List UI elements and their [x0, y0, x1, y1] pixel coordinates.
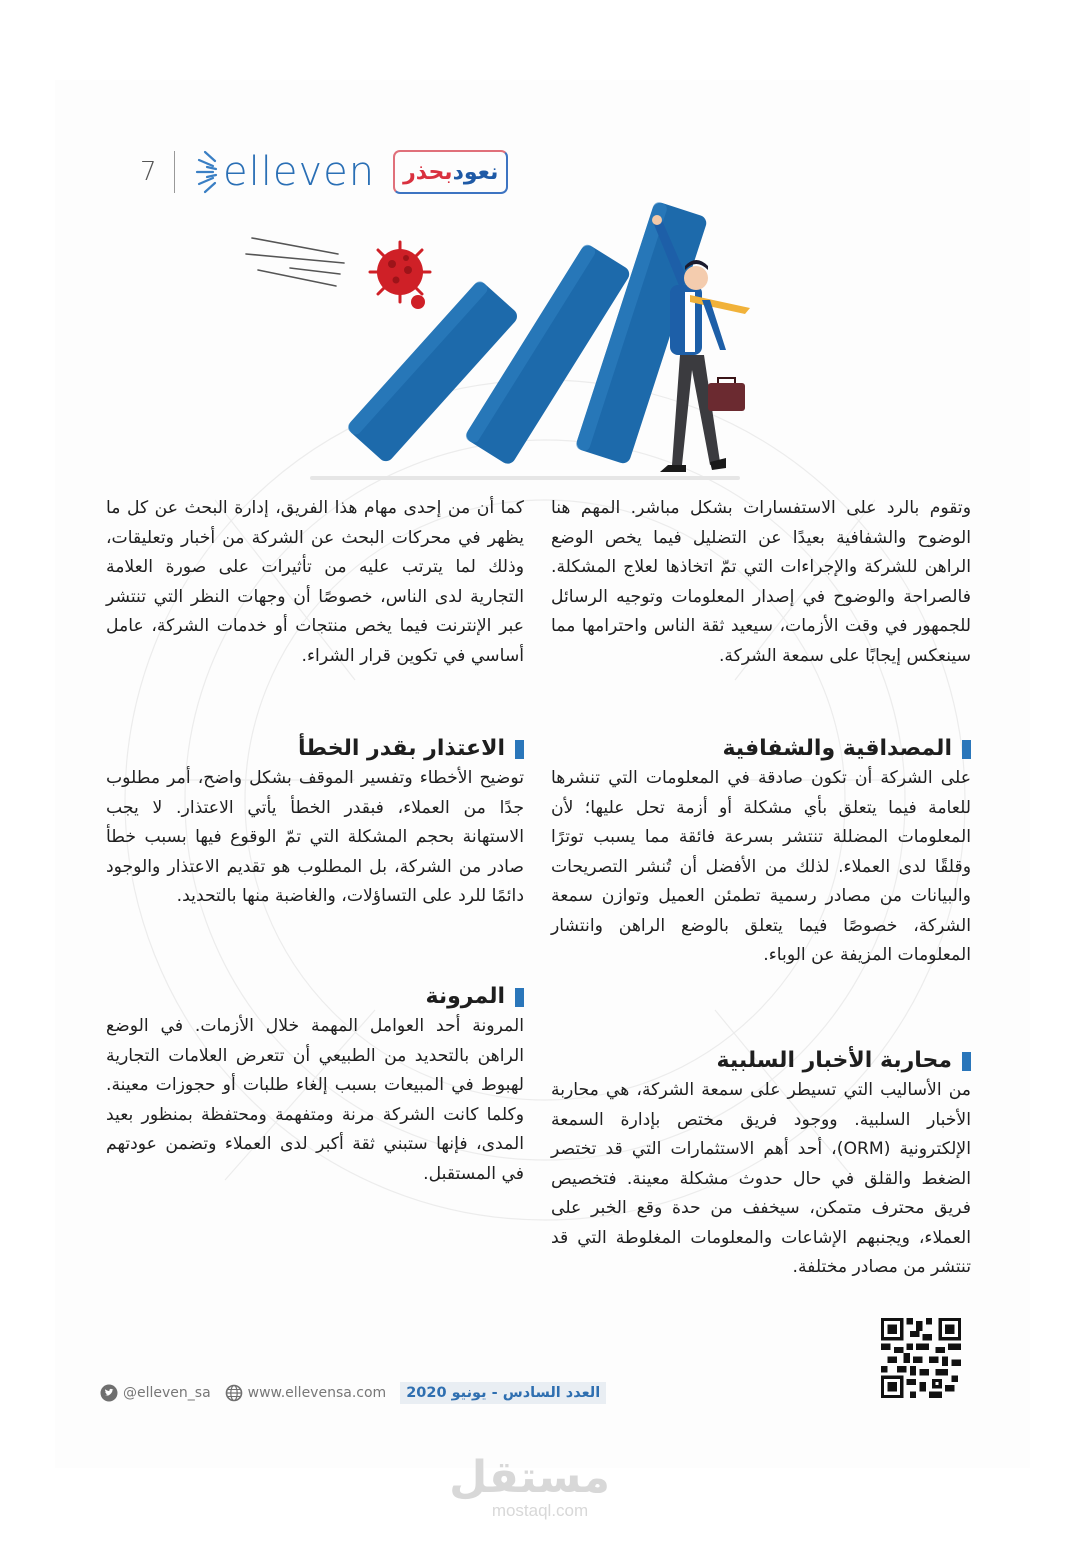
section-heading-flexibility — [106, 982, 524, 1012]
mostaql-watermark — [449, 1452, 610, 1521]
section-body-apology: توضيح الأخطاء وتفسير الموقف بشكل واضح، أمر مطلوب جدًا من العملاء، فبقدر الخطأ يأتي الاعتذار. لا يجب الاستهانة بحجم المشكلة التي تمّ الوقوع فيها بسبب خطأ صادر من الشركة، بل المطلوب هو تقديم الاعتذار والوجود دائمًا للرد على التساؤلات، والغاضبة منها بالتحديد. — [106, 768, 524, 906]
watermark-domain: mostaql.com — [491, 1501, 589, 1520]
globe-icon — [225, 1384, 243, 1402]
qr-code[interactable] — [878, 1318, 964, 1398]
badge-word-2: بحذر — [403, 159, 453, 185]
ground-shadow — [310, 476, 740, 480]
sunburst-icon — [193, 150, 219, 194]
section-body-negative-news: من الأساليب التي تسيطر على سمعة الشركة، هي محاربة الأخبار السلبية. ووجود فريق مختص بإدارة السمعة الإلكترونية (ORM)، أحد أهم الاستثمارات التي قد تختصر الضغط والقلق في حال حدوث مشكلة معينة. فتخصيص فريق محترف متمكن، سيخفف من حدة وقع الخبر على العملاء، ويجنبهم الإشاعات والمعلومات المغلوطة التي قد تنتشر من مصادر مختلفة. — [551, 1080, 971, 1277]
section-body-credibility: على الشركة أن تكون صادقة في المعلومات التي تنشرها للعامة فيما يتعلق بأي مشكلة أو أزمة تحل عليها؛ لأن المعلومات المضللة تنتشر بسرعة فائقة مما يسبب توترًا وقلقًا لدى العملاء. لذلك من الأفضل أن تُنشر التصريحات والبيانات من مصادر رسمية تطمئن العميل وتوازن سمعة الشركة، خصوصًا فيما يتعلق بالوضع الراهن وانتشار المعلومات المزيفة عن الوباء. — [551, 768, 971, 965]
section-heading-apology — [106, 734, 524, 764]
left-column — [106, 494, 524, 1189]
website-url: www.ellevensa.com — [247, 1385, 387, 1401]
campaign-badge — [393, 150, 508, 194]
page-footer — [100, 1380, 606, 1406]
right-column — [551, 494, 971, 1283]
issue-label: العدد السادس - يونيو 2020 — [400, 1382, 606, 1404]
twitter-link[interactable] — [100, 1384, 211, 1402]
section-body-flexibility: المرونة أحد العوامل المهمة خلال الأزمات. في الوضع الراهن بالتحديد من الطبيعي أن تتعرض العلامات التجارية لهبوط في المبيعات بسبب إلغاء طلبات أو حجوزات معينة. وكلما كانت الشركة مرنة ومتفهمة ومحتفظة بمنظور بعيد المدى، فإنها ستبني ثقة أكبر لدى العملاء وتضمن عودتهم في المستقبل. — [106, 1016, 524, 1184]
page-number: 7 — [140, 157, 157, 187]
brand-name: elleven — [223, 149, 376, 195]
twitter-handle: @elleven_sa — [123, 1385, 211, 1401]
brand-logo — [193, 149, 375, 195]
heading-text: المصداقية والشفافية — [722, 736, 952, 761]
badge-word-1: نعود — [452, 159, 499, 185]
heading-marker — [515, 740, 524, 759]
heading-marker — [962, 740, 971, 759]
briefcase-icon — [708, 378, 745, 411]
hero-illustration — [240, 200, 840, 490]
heading-text: الاعتذار بقدر الخطأ — [298, 736, 505, 761]
heading-text: محاربة الأخبار السلبية — [716, 1048, 952, 1073]
heading-marker — [962, 1052, 971, 1071]
header-divider — [174, 151, 175, 193]
twitter-icon — [100, 1384, 118, 1402]
right-intro-paragraph: وتقوم بالرد على الاستفسارات بشكل مباشر. المهم هنا الوضوح والشفافية بعيدًا عن التضليل فيما يخص الوضع الراهن للشركة والإجراءات التي تمّ اتخاذها لعلاج المشكلة. فالصراحة والوضوح في إصدار المعلومات وتوجيه الرسائل للجمهور في وقت الأزمات، سيعيد ثقة الناس واحترامها مما سينعكس إيجابًا على سمعة الشركة. — [551, 498, 971, 666]
heading-marker — [515, 988, 524, 1007]
heading-text: المرونة — [425, 984, 505, 1009]
motion-lines — [246, 238, 344, 286]
website-link[interactable] — [225, 1384, 387, 1402]
virus-icon — [370, 242, 430, 309]
left-intro-paragraph: كما أن من إحدى مهام هذا الفريق، إدارة البحث عن كل ما يظهر في محركات البحث عن الشركة من أخبار وتعليقات، وذلك لما يترتب عليه من تأثيرات على صورة العلامة التجارية لدى الناس، خصوصًا أن وجهات النظر التي تنتشر عبر الإنترنت فيما يخص منتجات أو خدمات الشركة، عامل أساسي في تكوين قرار الشراء. — [106, 498, 524, 666]
section-heading-negative-news — [551, 1046, 971, 1076]
watermark-arabic: مستقل — [449, 1452, 610, 1503]
page-header — [140, 142, 508, 202]
section-heading-credibility — [551, 734, 971, 764]
